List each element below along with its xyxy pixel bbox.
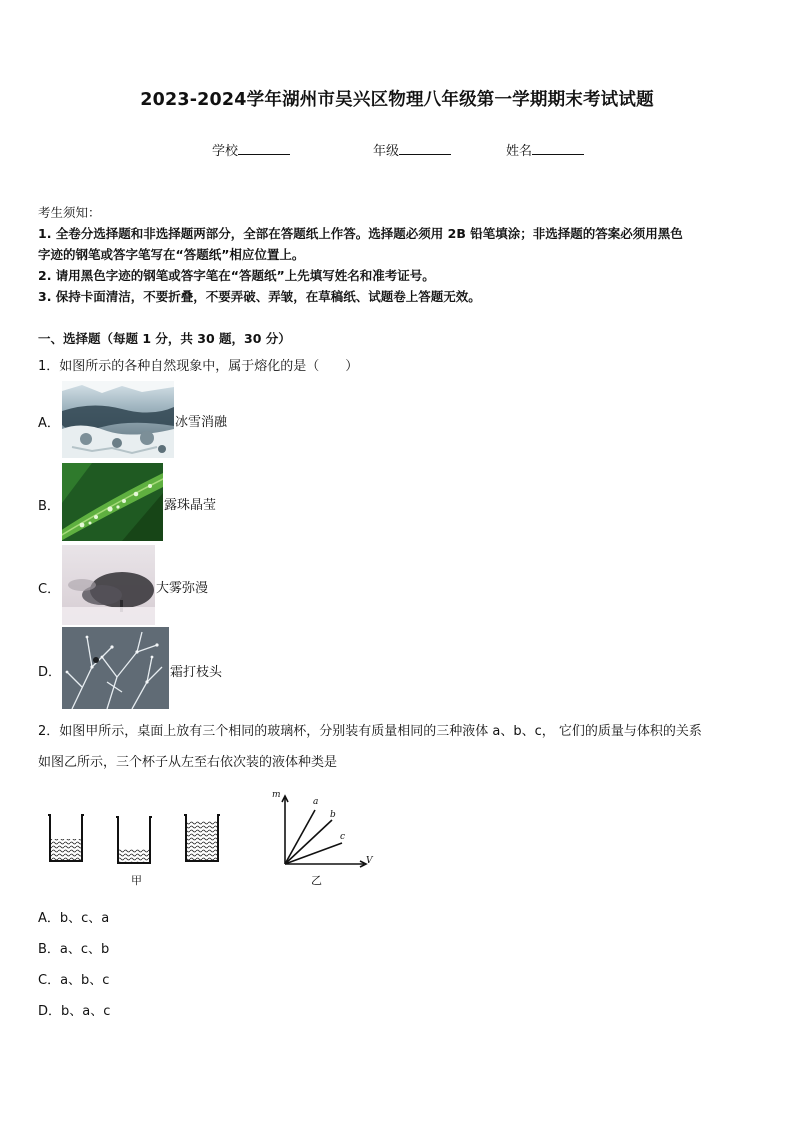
q1-option-d-letter: D． [38,665,62,680]
q1-option-c-caption: 大雾弥漫 [156,581,209,596]
name-label: 姓名 [506,144,533,159]
beaker-right [184,815,220,861]
q1-option-b-image[interactable] [62,463,163,541]
line-b [285,820,332,864]
notice-heading: 考生须知： [38,205,101,220]
notice-item-2: 2. 请用黑色字迹的钢笔或答字笔在“答题纸”上先填写姓名和准考证号。 [38,268,435,283]
q1-option-c-image[interactable] [62,545,155,625]
q2-stem-line-2: 如图乙所示，三个杯子从左至右依次装的液体种类是 [38,755,338,770]
q2-option-c[interactable]: C．a、b、c [38,973,110,988]
q2-option-d[interactable]: D．b、a、c [38,1004,111,1019]
label-m: m [272,790,281,800]
section-heading: 一、选择题（每题 1 分，共 30 题，30 分） [38,331,291,346]
school-field [212,140,290,159]
page-title: 2023-2024学年湖州市吴兴区物理八年级第一学期期末考试试题 [140,90,654,110]
q1-option-a-image[interactable] [62,381,174,458]
q1-option-b-letter: B． [38,499,60,514]
name-blank [532,142,584,155]
q1-option-c-letter: C． [38,582,61,597]
line-c [285,843,342,864]
label-b: b [330,810,336,820]
figure-label-jia: 甲 [131,874,142,887]
q1-option-a-caption: 冰雪消融 [175,415,228,430]
q1-option-b-caption: 露珠晶莹 [164,498,217,513]
q1-option-d-caption: 霜打枝头 [170,665,223,680]
school-blank [238,142,290,155]
q2-figure-yi [268,788,378,888]
figure-label-yi: 乙 [311,874,322,887]
grade-label: 年级 [373,144,400,159]
line-a [285,810,315,864]
beaker-left [48,815,84,861]
q2-figure-jia [40,805,240,890]
beaker-middle [116,817,152,863]
q1-option-a-letter: A． [38,416,60,431]
q2-option-b[interactable]: B．a、c、b [38,942,110,957]
label-v: V [366,856,373,866]
school-label: 学校 [212,144,239,159]
notice-item-1: 1. 全卷分选择题和非选择题两部分，全部在答题纸上作答。选择题必须用 2B 铅笔填涂；非选择题的答案必须用黑色 [38,226,683,241]
q1-stem: 1．如图所示的各种自然现象中，属于熔化的是（ ） [38,359,359,374]
name-field [506,140,584,159]
label-c: c [340,832,346,842]
label-a: a [313,797,319,807]
grade-field [373,140,451,159]
q2-option-a[interactable]: A．b、c、a [38,911,110,926]
q2-stem-line-1: 2．如图甲所示，桌面上放有三个相同的玻璃杯，分别装有质量相同的三种液体 a、b、c， 它们的质量与体积的关系 [38,724,702,739]
notice-item-1-cont: 字迹的钢笔或答字笔写在“答题纸”相应位置上。 [38,247,305,262]
notice-item-3: 3. 保持卡面清洁，不要折叠，不要弄破、弄皱，在草稿纸、试题卷上答题无效。 [38,289,481,304]
grade-blank [399,142,451,155]
q1-option-d-image[interactable] [62,627,169,709]
